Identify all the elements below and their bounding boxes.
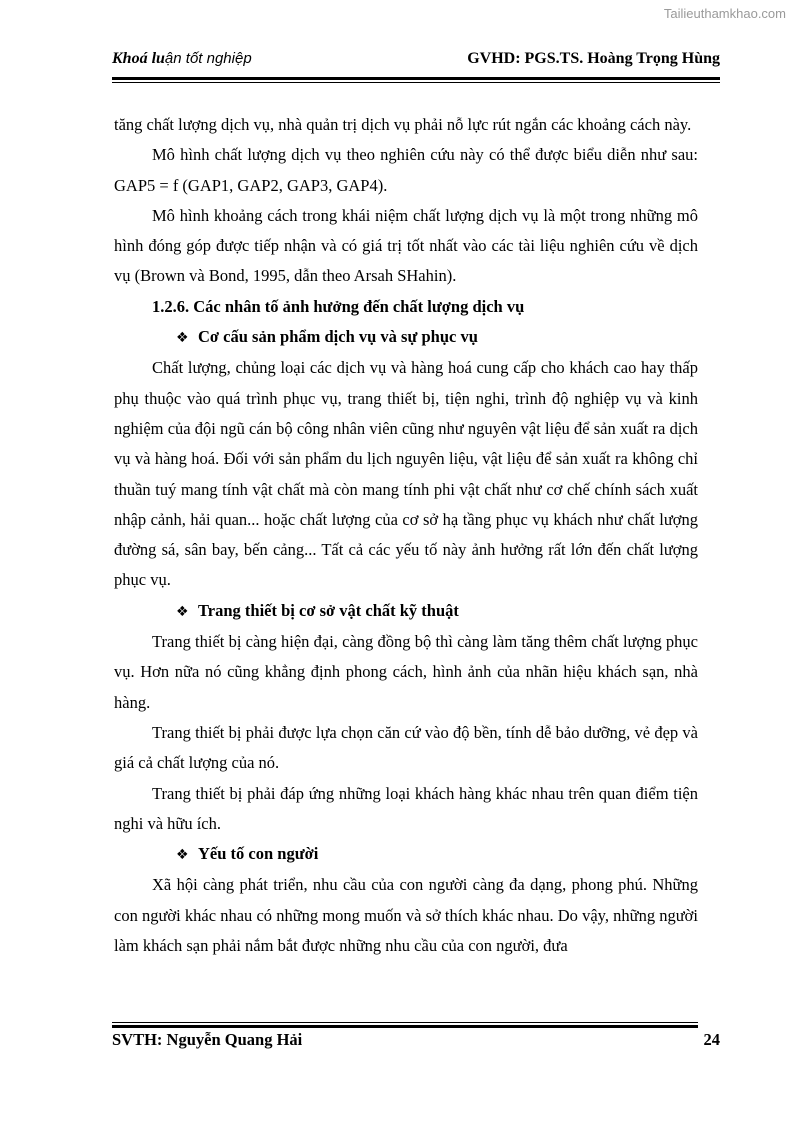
page-number: 24 — [703, 1030, 720, 1049]
paragraph-1: tăng chất lượng dịch vụ, nhà quản trị dịch vụ phải nỗ lực rút ngắn các khoảng cách này. — [114, 115, 692, 134]
header-rule-thin — [112, 82, 720, 83]
diamond-bullet-icon: ❖ — [176, 330, 189, 347]
header-rule-thick — [112, 77, 720, 80]
bullet-heading-3-text: Yếu tố con người — [198, 844, 319, 864]
header-thesis-label — [112, 50, 252, 68]
bullet-heading-2 — [114, 596, 698, 627]
diamond-bullet-icon: ❖ — [176, 847, 189, 864]
header-thesis-label-rest: ận tốt nghiệp — [164, 50, 252, 67]
footer-rule-thin — [112, 1022, 698, 1023]
diamond-bullet-icon: ❖ — [176, 603, 189, 620]
watermark: Tailieuthamkhao.com — [663, 6, 786, 21]
paragraph-4: Chất lượng, chủng loại các dịch vụ và hàng hoá cung cấp cho khách cao hay thấp phụ thuộc vào quá trình phục vụ, trang thiết bị, tiện nghi, trình độ nghiệp vụ và kinh nghiệm của đội ngũ cán bộ công nhân viên cũng như nguyên vật liệu để sản xuất ra dịch vụ và hàng hoá. Đối với sản phẩm du lịch nguyên liệu, vật liệu để sản xuất ra không chỉ thuần tuý mang tính vật chất mà còn mang tính phi vật chất như cơ chế chính sách xuất nhập cảnh, hải quan... hoặc chất lượng của cơ sở hạ tầng phục vụ khách như chất lượng đường sá, sân bay, bến cảng... Tất cả các yếu tố này ảnh hưởng rất lớn đến chất lượng phục vụ. — [114, 358, 698, 590]
section-heading: 1.2.6. Các nhân tố ảnh hưởng đến chất lượng dịch vụ — [152, 296, 525, 316]
bullet-heading-1-text: Cơ cấu sản phẩm dịch vụ và sự phục vụ — [198, 327, 478, 347]
paragraph-8: Xã hội càng phát triển, nhu cầu của con người càng đa dạng, phong phú. Những con người khác nhau có những mong muốn và sở thích khác nhau. Do vậy, những người làm khách sạn phải nắm bắt được những nhu cầu của con người, đưa — [114, 875, 698, 956]
paragraph-7: Trang thiết bị phải đáp ứng những loại khách hàng khác nhau trên quan điểm tiện nghi và hữu ích. — [114, 783, 698, 833]
footer-rule-thick — [112, 1025, 698, 1028]
paragraph-6: Trang thiết bị phải được lựa chọn căn cứ vào độ bền, tính dễ bảo dưỡng, vẻ đẹp và giá cả chất lượng của nó. — [114, 722, 698, 773]
paragraph-2: Mô hình chất lượng dịch vụ theo nghiên cứu này có thể được biểu diễn như sau: GAP5 = f (GAP1, GAP2, GAP3, GAP4). — [114, 145, 698, 195]
page-header — [112, 50, 720, 72]
bullet-heading-3 — [114, 839, 698, 870]
header-advisor: GVHD: PGS.TS. Hoàng Trọng Hùng — [467, 50, 720, 67]
page-body — [114, 110, 698, 961]
page-footer — [112, 1030, 720, 1054]
header-thesis-label-bold: Khoá lu — [112, 50, 165, 67]
bullet-heading-1 — [114, 322, 698, 353]
footer-student: SVTH: Nguyễn Quang Hải — [112, 1030, 303, 1049]
paragraph-5: Trang thiết bị càng hiện đại, càng đồng bộ thì càng làm tăng thêm chất lượng phục vụ. Hơn nữa nó cũng khẳng định phong cách, hình ảnh của nhãn hiệu khách sạn, nhà hàng. — [114, 632, 698, 712]
paragraph-3: Mô hình khoảng cách trong khái niệm chất lượng dịch vụ là một trong những mô hình đóng góp được tiếp nhận và có giá trị tốt nhất vào các tài liệu nghiên cứu về dịch vụ (Brown và Bond, 1995, dẫn theo Arsah SHahin). — [114, 205, 698, 286]
bullet-heading-2-text: Trang thiết bị cơ sở vật chất kỹ thuật — [198, 600, 459, 620]
